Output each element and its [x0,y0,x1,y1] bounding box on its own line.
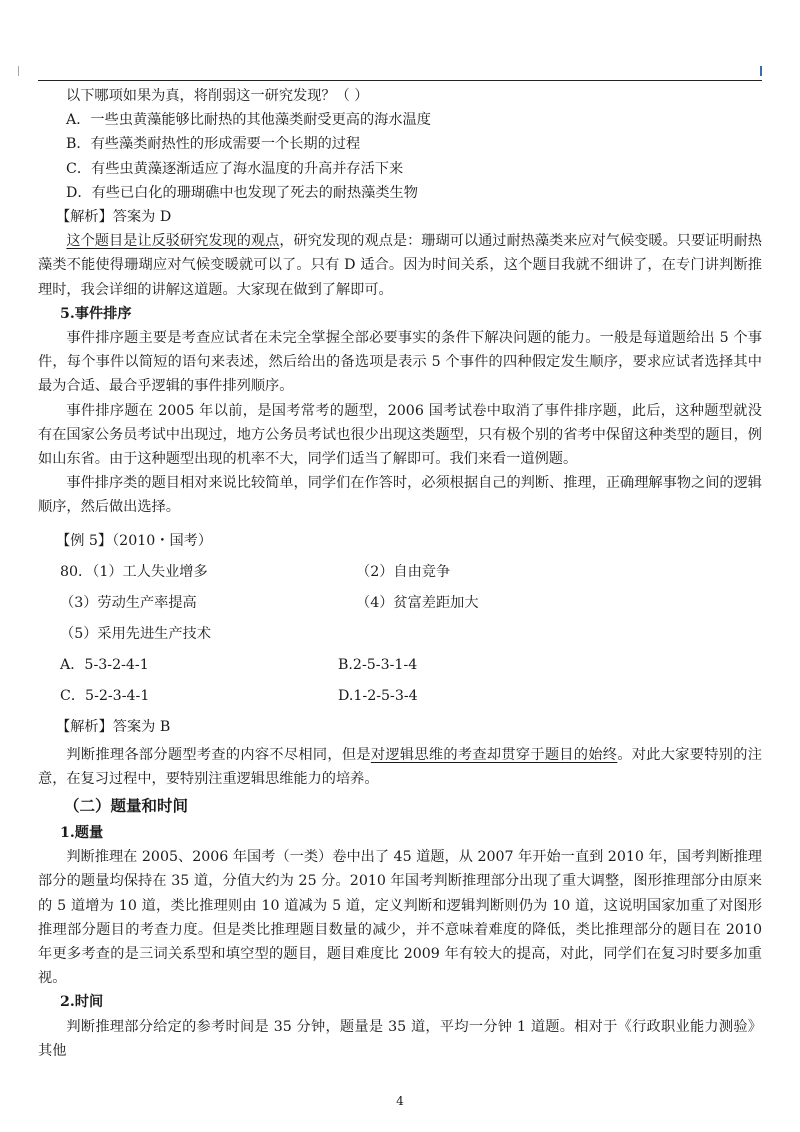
example-row [38,619,762,650]
page-number: 4 [396,1094,404,1108]
event-item: （5）采用先进生产技术 [60,625,211,642]
paragraph: 判断推理在 2005、2006 年国考（一类）卷中出了 45 道题，从 2007 年开始一直到 2010 年，国考判断推理部分的题量均保持在 35 道，分值大约为 25 分。2010 年国考判断推理部分出现了重大调整，图形推理部分由原来的 5 道增为 10 道，类比推理则由 10 道减为 5 道，定义判断和逻辑判断则仍为 10 道，这说明国家加重了对图形推理部分题目的考查力度。但是类比推理题目数量的减少，并不意味着难度的降低，类比推理部分的题目在 2010 年更多考查的是三词关系型和填空型的题目，题目难度比 2009 年有较大的提高，对此，同学们在复习时要多加重视。 [38,849,762,987]
analysis-text: 。对此大家要特别的注意，在复习过程中，要特别注重逻辑思维能力的培养。 [38,746,762,787]
analysis-paragraph [38,743,762,791]
analysis-label-row [38,712,762,743]
underlined-phrase: 这个题目是让反驳研究发现的观点 [66,233,280,250]
analysis-paragraph [38,229,762,302]
analysis-label: 【解析】答案为 D [56,208,172,225]
underlined-phrase: 对逻辑思维的考查却贯穿于题目的始终 [370,746,618,763]
paragraph: 判断推理部分给定的参考时间是 35 分钟，题量是 35 道，平均一分钟 1 道题。相对于《行政职业能力测验》其他 [38,1018,762,1059]
option-a: A．一些虫黄藻能够比耐热的其他藻类耐受更高的海水温度 [66,112,431,129]
corner-mark [760,66,762,76]
answer-option: A．5-3-2-4-1 [60,656,149,673]
paragraph: 事件排序题在 2005 年以前，是国考常考的题型，2006 国考试卷中取消了事件排序题，此后，这种题型就没有在国家公务员考试中出现过，地方公务员考试也很少出现这类题型，只有极个别的省考中保留这种类型的题目，例如山东省。由于这种题型出现的机率不大，同学们适当了解即可。我们来看一道例题。 [38,402,762,467]
answer-options-row [38,681,762,712]
event-item: 80．（1）工人失业增多 [60,563,208,580]
section-heading: 5.事件排序 [60,305,132,322]
subsection-heading: 1.题量 [60,824,104,841]
corner-mark [18,66,19,76]
option-d: D．有些已白化的珊瑚礁中也发现了死去的耐热藻类生物 [66,184,418,201]
option-c: C．有些虫黄藻逐渐适应了海水温度的升高并存活下来 [66,160,404,177]
event-item: （4）贫富差距加大 [356,594,479,611]
example-label-row [38,526,762,557]
answer-option: B.2-5-3-1-4 [338,656,418,673]
analysis-label: 【解析】答案为 B [56,718,171,735]
event-item: （3）劳动生产率提高 [60,594,197,611]
answer-option: C．5-2-3-4-1 [60,687,150,704]
page-content [38,84,762,1063]
subsection-heading: 2.时间 [60,994,104,1011]
section-heading: （二）题量和时间 [64,795,189,815]
paragraph: 事件排序类的题目相对来说比较简单，同学们在作答时，必须根据自己的判断、推理，正确理解事物之间的逻辑顺序，然后做出选择。 [38,475,762,516]
question-stem: 以下哪项如果为真，将削弱这一研究发现？（ ） [66,88,369,104]
option-b: B．有些藻类耐热性的形成需要一个长期的过程 [66,136,361,153]
answer-option: D.1-2-5-3-4 [338,687,418,704]
example-label: 【例 5】（2010・国考） [56,532,213,549]
analysis-text: ，研究发现的观点是：珊瑚可以通过耐热藻类来应对气候变暖。只要证明耐热藻类不能使得珊瑚应对气候变暖就可以了。只有 D 适合。因为时间关系，这个题目我就不细讲了，在专门讲判断推理时，我会详细的讲解这道题。大家现在做到了解即可。 [38,233,762,298]
example-row [38,557,762,588]
paragraph: 事件排序题主要是考查应试者在未完全掌握全部必要事实的条件下解决问题的能力。一般是每道题给出 5 个事件，每个事件以简短的语句来表述，然后给出的备选项是表示 5 个事件的四种假定发生顺序，要求应试者选择其中最为合适、最合乎逻辑的事件排列顺序。 [38,329,762,395]
answer-options-row [38,650,762,681]
analysis-text: 判断推理各部分题型考查的内容不尽相同，但是 [66,746,371,763]
event-item: （2）自由竞争 [356,563,451,580]
example-row [38,588,762,619]
header-rule [38,80,762,81]
